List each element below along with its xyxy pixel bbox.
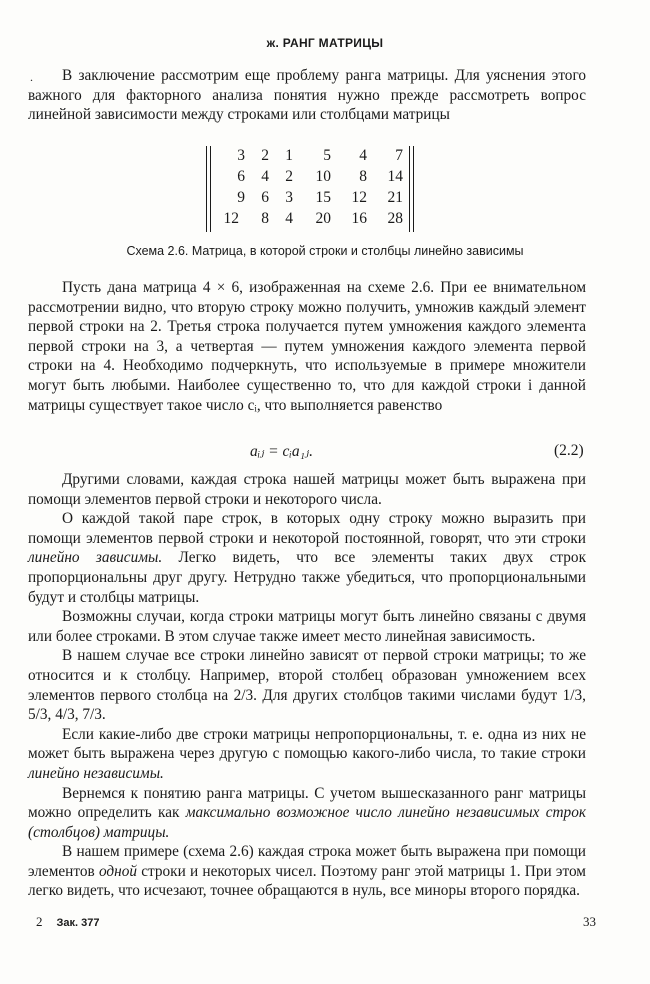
section-header: ж. РАНГ МАТРИЦЫ xyxy=(266,36,384,50)
paragraph-block-1 xyxy=(28,278,586,415)
matrix-cell: 15 xyxy=(315,189,331,206)
paragraph-6-text-a: Если какие-либо две строки матрицы непропорциональны, т. е. одна из них не может быть выражена через другую с помощью какого-либо числа, то такие строки xyxy=(28,725,586,763)
paragraph-1: Пусть дана матрица 4 × 6, изображенная на схеме 2.6. При ее внимательном рассмотрении видно, что вторую строку можно получить, умножив каждый элемент первой строки на 2. Третья строка получается путем умножения каждого элемента первой строки на 3, а четвертая — путем умножения каждого элемента первой строки на 4. Необходимо подчеркнуть, что используемые в примере множители могут быть любыми. Наиболее существенно то, что для каждой строки i данной матрицы существует такое число cᵢ, что выполняется равенство xyxy=(28,279,586,414)
matrix-cell: 3 xyxy=(285,189,293,206)
matrix-cell: 4 xyxy=(261,168,269,185)
paragraph-2: Другими словами, каждая строка нашей матрицы может быть выражена при помощи элементов первой строки и некоторого числа. xyxy=(28,471,586,508)
formula-number: (2.2) xyxy=(554,442,584,459)
matrix-cell: 4 xyxy=(285,210,293,227)
intro-paragraph-block xyxy=(28,66,586,125)
paragraph-8-text-a: В нашем примере (схема 2.6) каждая строка может быть выражена при помощи элементов xyxy=(28,843,586,880)
matrix-cell: 5 xyxy=(323,147,331,164)
matrix-cell: 3 xyxy=(237,147,245,164)
matrix-cell: 28 xyxy=(387,210,403,227)
paragraph-8 xyxy=(28,842,586,901)
intro-paragraph: В заключение рассмотрим еще проблему ранга матрицы. Для уяснения этого важного для факторного анализа понятия нужно прежде рассмотреть вопрос линейной зависимости между строками или столбцами матрицы xyxy=(28,67,586,124)
paragraph-3-text-b: Легко видеть, что все элементы таких двух строк пропорциональны друг другу. Нетрудно также убедиться, что пропорциональными будут и столбцы матрицы. xyxy=(28,549,586,606)
matrix-table xyxy=(206,146,414,232)
matrix-cell: 2 xyxy=(261,147,269,164)
paragraph-3 xyxy=(28,509,586,607)
paragraph-7-emphasis: максимально возможное число линейно независимых строк (столбцов) матрицы. xyxy=(28,804,586,841)
matrix-cell: 12 xyxy=(351,189,367,206)
paragraph-6-emphasis: линейно независимы. xyxy=(28,764,164,782)
matrix-row xyxy=(207,146,413,166)
matrix-cell: 20 xyxy=(315,210,331,227)
matrix-cell: 4 xyxy=(359,147,367,164)
matrix-cell: 16 xyxy=(351,210,367,227)
matrix-cell: 21 xyxy=(387,189,403,206)
paragraph-5: В нашем случае все строки линейно зависят от первой строки матрицы; то же относится и к столбцу. Например, второй столбец образован умножением всех элементов первого столбца на 2/3. Для других столбцов такими числами будут 1/3, 5/3, 4/3, 7/3. xyxy=(28,647,586,724)
stray-mark: . xyxy=(30,70,33,84)
page-number: 33 xyxy=(583,914,596,929)
matrix-row xyxy=(207,167,413,187)
matrix-row xyxy=(207,188,413,208)
matrix-cell: 12 xyxy=(223,210,239,227)
paragraph-6 xyxy=(28,725,586,784)
paragraph-7 xyxy=(28,784,586,843)
matrix-cell: 14 xyxy=(387,168,403,185)
matrix-cell: 2 xyxy=(285,168,293,185)
matrix-cell: 10 xyxy=(315,168,331,185)
paragraph-3-emphasis: линейно зависимы. xyxy=(28,549,163,567)
formula: aᵢⱼ = cᵢa₁ⱼ. xyxy=(250,443,313,460)
paragraph-8-emphasis: одной xyxy=(98,862,138,880)
matrix-cell: 1 xyxy=(285,147,293,164)
matrix-cell: 6 xyxy=(237,168,245,185)
paragraph-4: Возможны случаи, когда строки матрицы могут быть линейно связаны с двумя или более строками. В этом случае также имеет место линейная зависимость. xyxy=(28,608,586,645)
paragraph-7-text-a: Вернемся к понятию ранга матрицы. С учетом вышесказанного ранг матрицы можно определить как xyxy=(28,784,586,822)
matrix-cell: 7 xyxy=(395,147,403,164)
matrix-cell: 8 xyxy=(359,168,367,185)
matrix-cell: 6 xyxy=(261,189,269,206)
signature-number: 2 xyxy=(36,914,43,929)
matrix-row xyxy=(207,209,413,229)
matrix-cell: 8 xyxy=(261,210,269,227)
signature-text: Зак. 377 xyxy=(56,917,100,929)
paragraph-block-2 xyxy=(28,470,586,901)
footer-signature xyxy=(36,914,99,930)
paragraph-3-text-a: О каждой такой паре строк, в которых одну строку можно выразить при помощи элементов первой строки и некоторой постоянной, говорят, что эти строки xyxy=(28,510,586,547)
matrix-caption: Схема 2.6. Матрица, в которой строки и столбцы линейно зависимы xyxy=(126,244,524,258)
paragraph-8-text-b: строки и некоторых чисел. Поэтому ранг этой матрицы 1. При этом легко видеть, что исчезают, точнее обращаются в нуль, все миноры второго порядка. xyxy=(28,862,586,900)
matrix-cell: 9 xyxy=(237,189,245,206)
